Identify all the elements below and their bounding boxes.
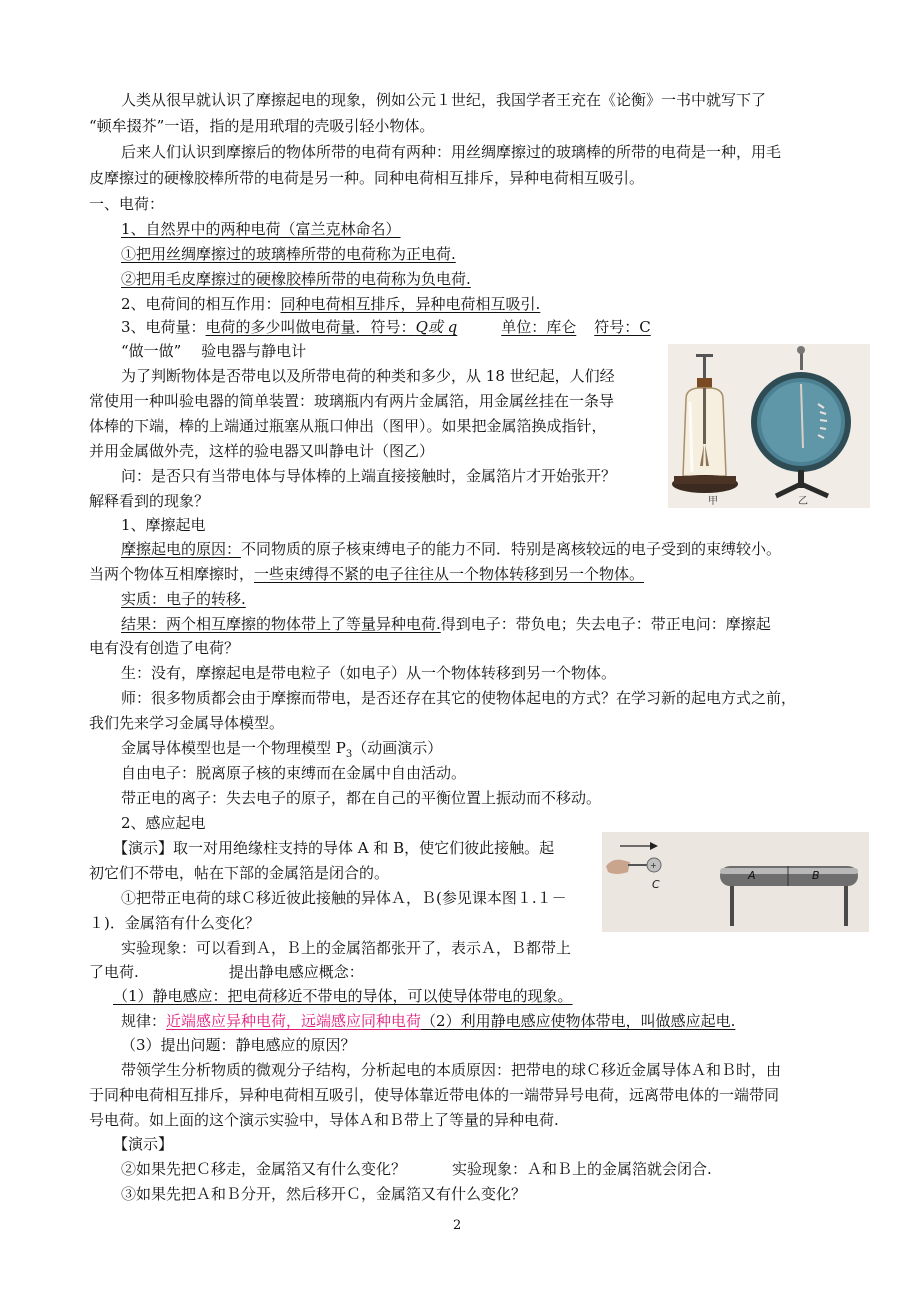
item-interaction xyxy=(121,294,540,314)
item-quantity-unit: 单位：库仑 xyxy=(501,318,577,336)
step-1-line-1: ①把带正电荷的球Ｃ移近彼此接触的异体Ａ，Ｂ(参见课本图１.１－ xyxy=(121,889,567,907)
analysis-line-3: 号电荷。如上面的这个演示实验中，导体Ａ和Ｂ带上了等量的异种电荷. xyxy=(89,1111,559,1129)
step-1-line-2: １)．金属箔有什么变化？ xyxy=(89,914,260,932)
activity-line-1: 为了判断物体是否带电以及所带电荷的种类和多少，从 18 世纪起，人们经 xyxy=(121,367,615,385)
demo-line-1: 【演示】取一对用绝缘柱支持的导体 A 和 B，使它们彼此接触。起 xyxy=(113,839,555,857)
item-quantity-symbol: Q或 q xyxy=(415,318,458,336)
question-4-observation: 实验现象：Ａ和Ｂ上的金属箔就会闭合. xyxy=(452,1160,712,1178)
figure-label-jia: 甲 xyxy=(708,496,718,507)
observation-line-2: 了电荷. 提出静电感应概念： xyxy=(89,963,364,981)
induction-heading: 2、感应起电 xyxy=(121,814,206,832)
induction-figure xyxy=(602,832,869,932)
induction-rule: 规律：近端感应异种电荷，远端感应同种电荷（2）利用静电感应使物体带电，叫做感应起电. xyxy=(121,1012,736,1030)
friction-reason-text: 不同物质的原子核束缚电子的能力不同．特别是离核较远的电子受到的束缚较小。 xyxy=(241,540,782,558)
question-4: ②如果先把Ｃ移走，金属箔又有什么变化？ 实验现象：Ａ和Ｂ上的金属箔就会闭合. xyxy=(121,1160,712,1178)
item-quantity xyxy=(121,317,651,337)
section-heading-charge: 一、电荷： xyxy=(89,195,165,213)
friction-result-rest: 得到电子：带负电；失去电子：带正电问：摩擦起 xyxy=(440,615,771,633)
item-quantity-unit-symbol: 符号：C xyxy=(594,318,651,336)
friction-heading: 1、摩擦起电 xyxy=(121,516,206,534)
demo-line-2: 初它们不带电，帖在下部的金属箔是闭合的。 xyxy=(89,864,390,882)
conductor-b-label: B xyxy=(812,869,820,882)
question-5: ③如果先把Ａ和Ｂ分开，然后移开Ｃ，金属箔又有什么变化？ xyxy=(121,1185,527,1203)
analysis-line-2: 于同种电荷相互排斥，异种电荷相互吸引，使导体靠近带电体的一端带异号电荷，远离带电体的一端带同 xyxy=(89,1086,780,1104)
intro-line-2: “顿牟掇芥”一语，指的是用玳瑁的壳吸引轻小物体。 xyxy=(89,117,435,135)
item-negative-charge: ②把用毛皮摩擦过的硬橡胶棒所带的电荷称为负电荷. xyxy=(121,270,471,288)
demo-tag: 【演示】 xyxy=(113,1135,174,1153)
item-quantity-text: 电荷的多少叫做电荷量．符号：Q或 q xyxy=(205,318,458,336)
item-interaction-text: 同种电荷相互排斥，异种电荷相互吸引. xyxy=(280,295,541,313)
electroscope-figure xyxy=(668,344,870,508)
free-electron: 自由电子：脱离原子核的束缚而在金属中自由活动。 xyxy=(121,764,467,782)
friction-result-underlined: 结果：两个相互摩擦的物体带上了等量异种电荷. xyxy=(121,615,441,633)
induction-rule-red: 近端感应异种电荷，远端感应同种电荷 xyxy=(166,1012,422,1030)
friction-result xyxy=(121,614,771,634)
figure-label-yi: 乙 xyxy=(798,496,808,507)
item-interaction-label: 2、电荷间的相互作用： xyxy=(121,295,281,313)
intro-line-1: 人类从很早就认识了摩擦起电的现象，例如公元１世纪，我国学者王充在《论衡》一书中就写下了 xyxy=(121,91,767,109)
student-answer: 生：没有，摩擦起电是带电粒子（如电子）从一个物体转移到另一个物体。 xyxy=(121,664,617,682)
friction-transfer-underlined: 一些束缚得不紧的电子往往从一个物体转移到另一个物体。 xyxy=(254,565,645,583)
item-positive-charge: ①把用丝绸摩擦过的玻璃棒所带的电荷称为正电荷. xyxy=(121,245,456,263)
teacher-line-2: 我们先来学习金属导体模型。 xyxy=(89,714,285,732)
charges-intro-line-1: 后来人们认识到摩擦后的物体所带的电荷有两种：用丝绸摩擦过的玻璃棒的所带的电荷是一种，用毛 xyxy=(121,143,782,161)
page-number: 2 xyxy=(453,1218,462,1233)
item-two-kinds: 1、自然界中的两种电荷（富兰克林命名） xyxy=(121,220,401,238)
metal-model-subscript: 3 xyxy=(345,749,353,760)
teacher-line-1: 师：很多物质都会由于摩擦而带电，是否还存在其它的使物体起电的方式？在学习新的起电方式之前， xyxy=(121,689,797,707)
question-line-2: 解释看到的现象？ xyxy=(89,492,210,510)
friction-reason xyxy=(121,539,781,559)
activity-line-4: 并用金属做外壳，这样的验电器又叫静电计（图乙） xyxy=(89,442,435,460)
question-3: （3）提出问题：静电感应的原因？ xyxy=(121,1036,356,1054)
question-line-1: 问：是否只有当带电体与导体棒的上端直接接触时，金属箔片才开始张开？ xyxy=(121,467,617,485)
positive-ion: 带正电的离子：失去电子的原子，都在自己的平衡位置上振动而不移动。 xyxy=(121,789,602,807)
friction-transfer: 当两个物体互相摩擦时，一些束缚得不紧的电子往往从一个物体转移到另一个物体。 xyxy=(89,565,645,583)
friction-essence: 实质：电子的转移. xyxy=(121,590,246,608)
item-quantity-label: 3、电荷量： xyxy=(121,318,206,336)
metal-model: 金属导体模型也是一个物理模型 $P_3$（动画演示） xyxy=(121,739,443,760)
induction-definition: （1）静电感应：把电荷移近不带电的导体，可以使导体带电的现象。 xyxy=(113,987,573,1005)
activity-title: “做一做” 验电器与静电计 xyxy=(121,342,307,360)
charges-intro-line-2: 皮摩擦过的硬橡胶棒所带的电荷是另一种。同种电荷相互排斥，异种电荷相互吸引。 xyxy=(89,169,645,187)
friction-reason-label: 摩擦起电的原因： xyxy=(121,540,242,558)
concept-prompt: 提出静电感应概念： xyxy=(228,963,364,981)
analysis-line-1: 带领学生分析物质的微观分子结构，分析起电的本质原因：把带电的球Ｃ移近金属导体Ａ和Ｂ时，由 xyxy=(121,1061,782,1079)
observation-line-1: 实验现象：可以看到Ａ，Ｂ上的金属箔都张开了，表示Ａ，Ｂ都带上 xyxy=(121,939,572,957)
activity-line-2: 常使用一种叫验电器的简单装置：玻璃瓶内有两片金属箔，用金属丝挂在一条导 xyxy=(89,392,615,410)
conductor-a-label: A xyxy=(748,869,756,882)
induction-rule-rest: （2）利用静电感应使物体带电，叫做感应起电. xyxy=(421,1012,736,1030)
ball-c-label: C xyxy=(652,878,660,891)
friction-result-line-2: 电有没有创造了电荷？ xyxy=(89,639,240,657)
svg-text:+: + xyxy=(650,861,657,870)
activity-line-3: 体棒的下端，棒的上端通过瓶塞从瓶口伸出（图甲）。如果把金属箔换成指针， xyxy=(89,417,607,435)
